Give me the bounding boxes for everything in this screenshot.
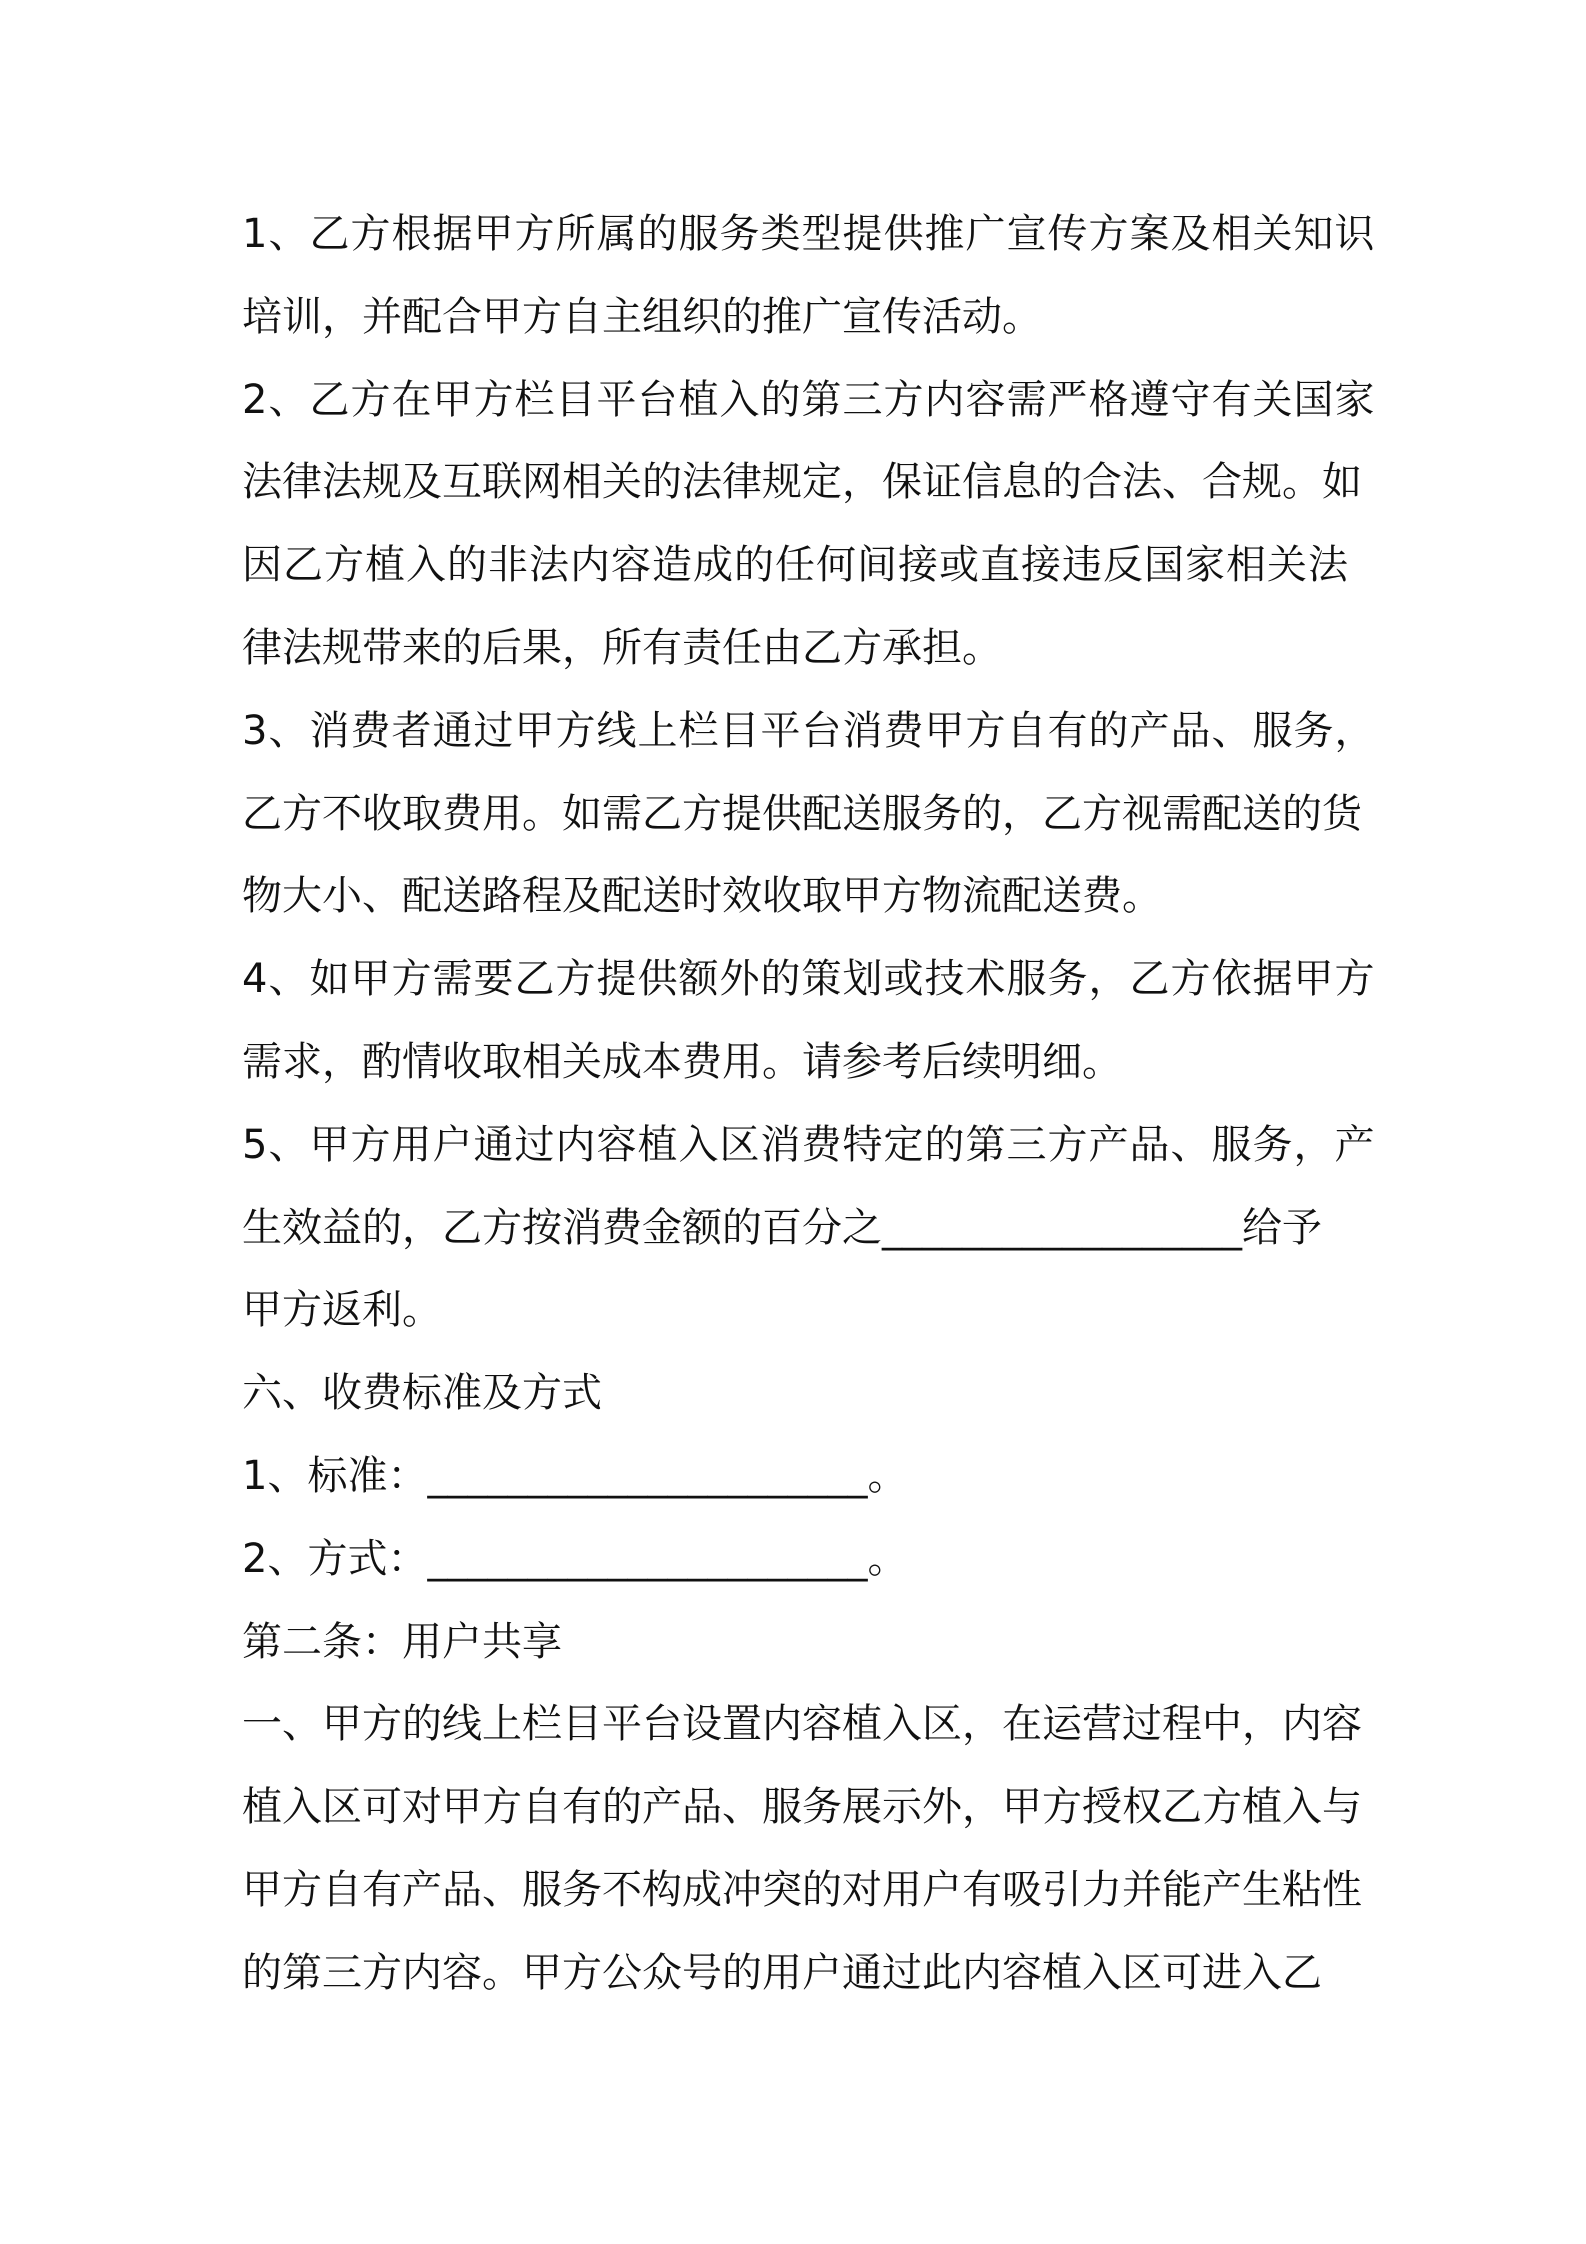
text-line: 甲方返利。 xyxy=(242,1287,442,1334)
text-line: 的第三方内容。甲方公众号的用户通过此内容植入区可进入乙 xyxy=(242,1949,1322,1996)
text-line: 甲方自有产品、服务不构成冲突的对用户有吸引力并能产生粘性 xyxy=(242,1866,1362,1913)
text-line: 1、乙方根据甲方所属的服务类型提供推广宣传方案及相关知识 xyxy=(242,211,1376,257)
text-line: 法律法规及互联网相关的法律规定，保证信息的合法、合规。如 xyxy=(242,459,1362,506)
text-line: 4、如甲方需要乙方提供额外的策划或技术服务，乙方依据甲方 xyxy=(242,956,1376,1003)
section-heading: 六、收费标准及方式 xyxy=(242,1370,602,1417)
text-line: 物大小、配送路程及配送时效收取甲方物流配送费。 xyxy=(242,873,1162,920)
text-line: 2、乙方在甲方栏目平台植入的第三方内容需严格遵守有关国家 xyxy=(242,376,1376,423)
document-body xyxy=(242,193,1376,2015)
text-line: 需求，酌情收取相关成本费用。请参考后续明细。 xyxy=(242,1038,1122,1085)
text-line: 植入区可对甲方自有的产品、服务展示外，甲方授权乙方植入与 xyxy=(242,1784,1362,1831)
text-line: 3、消费者通过甲方线上栏目平台消费甲方自有的产品、服务， xyxy=(242,707,1376,754)
text-line: 一、甲方的线上栏目平台设置内容植入区，在运营过程中，内容 xyxy=(242,1701,1362,1748)
text-line: 培训，并配合甲方自主组织的推广宣传活动。 xyxy=(242,293,1042,340)
fill-in-line: 2、方式：______________________。 xyxy=(242,1535,908,1582)
text-line: 5、甲方用户通过内容植入区消费特定的第三方产品、服务，产 xyxy=(242,1121,1376,1168)
text-line: 律法规带来的后果，所有责任由乙方承担。 xyxy=(242,624,1002,671)
fill-in-line: 1、标准：______________________。 xyxy=(242,1452,908,1499)
text-line: 因乙方植入的非法内容造成的任何间接或直接违反国家相关法 xyxy=(242,542,1349,589)
text-line: 生效益的，乙方按消费金额的百分之__________________给予 xyxy=(242,1204,1322,1251)
article-heading: 第二条：用户共享 xyxy=(242,1618,562,1665)
text-line: 乙方不收取费用。如需乙方提供配送服务的，乙方视需配送的货 xyxy=(242,790,1362,837)
